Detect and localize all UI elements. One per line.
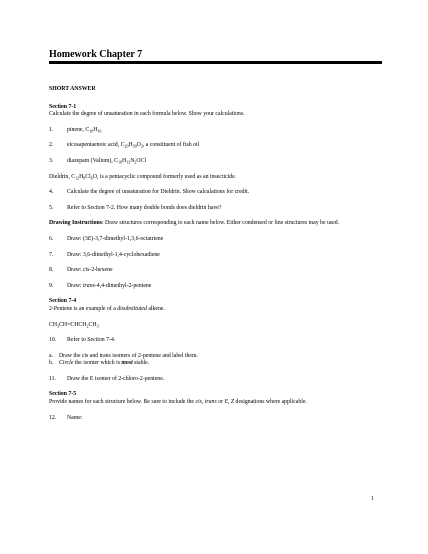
question-11: 11. Draw the E isomer of 2-chloro-2-pentene. — [49, 375, 165, 382]
question-3: 3. diazepam (Valium), $C_{16}H_{13}N_2OCl$ — [49, 157, 147, 165]
section-7-1-instruction: Calculate the degree of unsaturation in each formula below. Show your calculations. — [49, 111, 245, 118]
section-7-5-instruction: Provide names for each structure below. Be sure to include the cis, trans or E, Z designations where applicable. — [49, 399, 307, 406]
question-5: 5. Refer to Section 7-2. How many double bonds does dieldrin have? — [49, 204, 222, 211]
question-8: 8. Draw: cis-2-hexene — [49, 267, 113, 274]
section-7-4-intro: 2-Pentene is an example of a disubstituted alkene. — [49, 305, 165, 312]
question-10a: a. Draw the cis and trans isomers of 2-pentene and label them. — [49, 352, 198, 359]
question-10: 10. Refer to Section 7-4. — [49, 337, 116, 344]
short-answer-heading: SHORT ANSWER — [49, 86, 96, 92]
question-12: 12. Name: — [49, 414, 83, 421]
section-7-4-heading: Section 7-4 — [49, 298, 77, 305]
dieldrin-description: Dieldrin, $C_{12}H_8Cl_6O$, is a pentacyclic compound formerly used as an insecticide. — [49, 173, 237, 181]
drawing-instructions: Drawing Instructions: Draw structures corresponding to each name below. Either condensed or line structures may be used. — [49, 220, 340, 227]
page-title: Homework Chapter 7 — [49, 49, 143, 60]
document-body — [49, 86, 384, 422]
section-7-1-heading: Section 7-1 — [49, 103, 77, 110]
question-10b: b. Circle the isomer which is most stable. — [49, 360, 150, 367]
question-2: 2. eicosapentaenoic acid, $C_{20}H_{30}O_2$, a constituent of fish oil — [49, 142, 200, 149]
question-7: 7. Draw: 3,6-dimethyl-1,4-cyclohexadiene — [49, 251, 160, 258]
question-6: 6. Draw: (3E)-3,7-dimethyl-1,3,6-octatriene — [49, 235, 164, 242]
title-rule — [49, 61, 382, 64]
question-4: 4. Calculate the degree of unsaturation for Dieldrin. Show calculations for credit. — [49, 189, 250, 196]
question-9: 9. Draw: trans-4,4-dimethyl-2-pentene — [49, 282, 152, 289]
page-number: 1 — [371, 496, 374, 502]
question-1: 1. pinene, $C_{10}H_{16}$ — [49, 126, 102, 134]
section-7-5-heading: Section 7-5 — [49, 391, 77, 398]
pentene-formula: $CH_3CH=CHCH_2CH_3$ — [49, 321, 99, 328]
